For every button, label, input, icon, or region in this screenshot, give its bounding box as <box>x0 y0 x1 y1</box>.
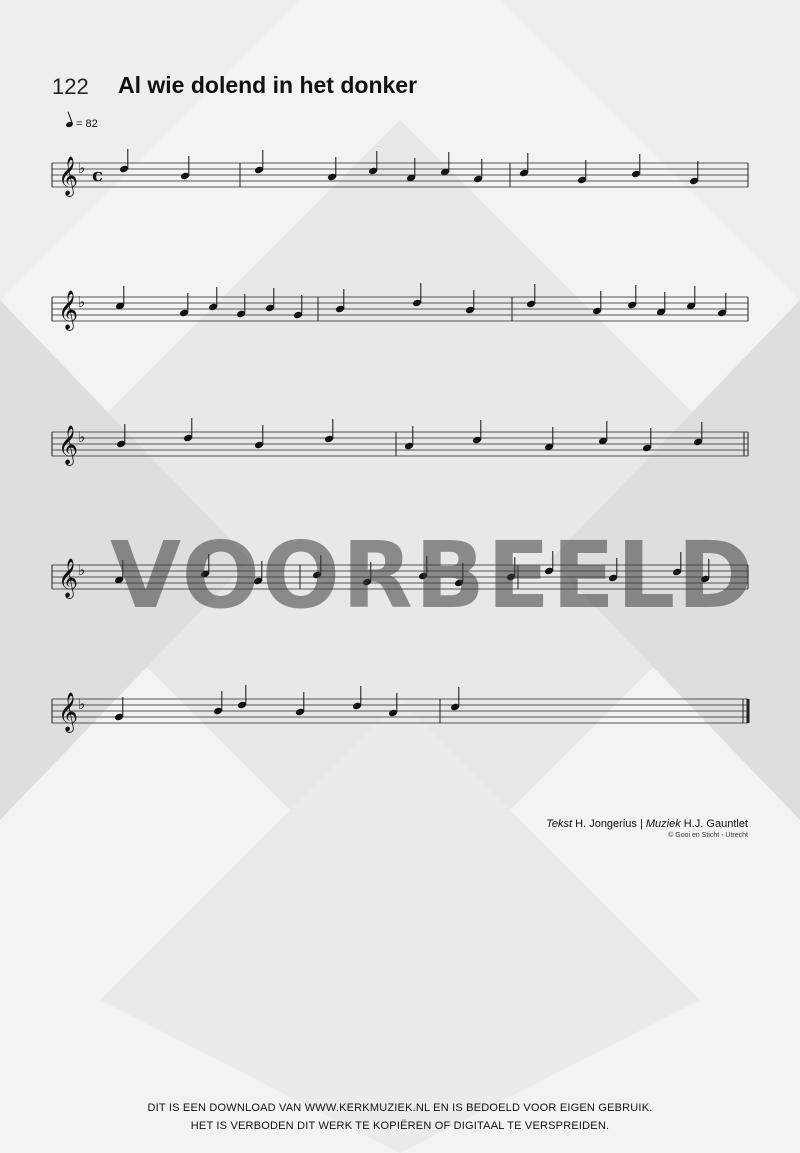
tempo-value: = 82 <box>76 118 98 130</box>
copyright: © Gooi en Sticht - Utrecht <box>668 832 748 839</box>
credit-separator: | <box>639 818 643 830</box>
watermark: VOORBEELD <box>110 522 756 629</box>
flat-key-signature-icon: ♭ <box>78 159 86 177</box>
flat-key-signature-icon: ♭ <box>78 695 86 713</box>
treble-clef-icon: 𝄞 <box>58 156 79 196</box>
music-author: H.J. Gauntlet <box>683 818 748 830</box>
credits <box>546 818 748 830</box>
text-author: H. Jongerius <box>575 818 637 830</box>
treble-clef-icon: 𝄞 <box>58 692 79 732</box>
flat-key-signature-icon: ♭ <box>78 428 86 446</box>
flat-key-signature-icon: ♭ <box>78 293 86 311</box>
text-label: Tekst <box>546 818 573 830</box>
flat-key-signature-icon: ♭ <box>78 561 86 579</box>
treble-clef-icon: 𝄞 <box>58 425 79 465</box>
footer-line-1: DIT IS EEN DOWNLOAD VAN WWW.KERKMUZIEK.NL EN IS BEDOELD VOOR EIGEN GEBRUIK. <box>147 1102 653 1114</box>
treble-clef-icon: 𝄞 <box>58 558 79 598</box>
song-title: Al wie dolend in het donker <box>118 72 418 98</box>
footer-line-2: HET IS VERBODEN DIT WERK TE KOPIËREN OF DIGITAAL TE VERSPREIDEN. <box>190 1120 610 1132</box>
music-label: Muziek <box>645 818 681 830</box>
common-time-icon: c <box>92 165 103 186</box>
page-number: 122 <box>52 74 89 99</box>
treble-clef-icon: 𝄞 <box>58 290 79 330</box>
